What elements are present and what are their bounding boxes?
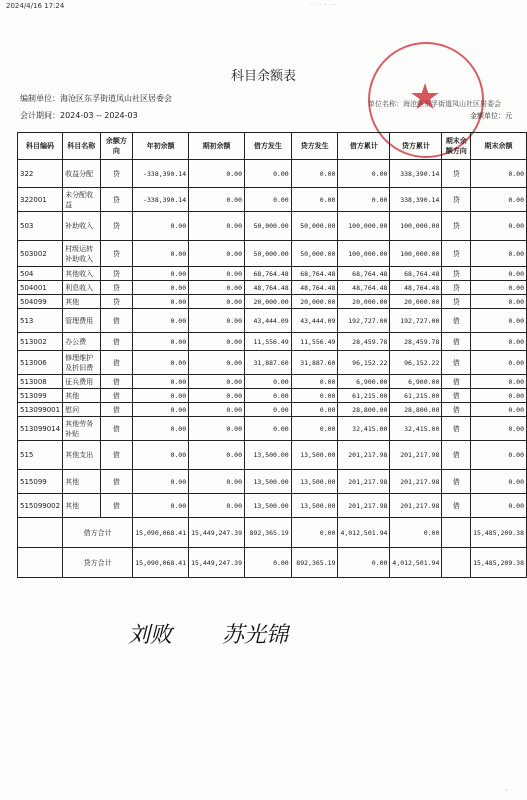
cell-code: 504 <box>18 267 63 281</box>
cell-end: 0.00 <box>471 212 527 241</box>
amount-unit-label: 金额单位：元 <box>470 112 512 120</box>
cell-cr: 0.00 <box>291 160 338 188</box>
cell-edir: 借 <box>442 470 471 494</box>
cell-dr: 0.00 <box>245 160 292 188</box>
cell-y0: -338,390.14 <box>133 188 189 212</box>
cell-code: 513099 <box>18 389 63 403</box>
footer-mark: · <box>505 786 508 795</box>
cell-dr: 0.00 <box>245 375 292 389</box>
cell-p0: 0.00 <box>189 494 245 518</box>
cell-dra: 68,764.48 <box>338 267 390 281</box>
cell-dr: 0.00 <box>245 188 292 212</box>
cell-cra: 68,764.48 <box>390 267 442 281</box>
cell-code: 513006 <box>18 351 63 375</box>
cell-cr: 0.00 <box>291 375 338 389</box>
cell-code: 513 <box>18 309 63 333</box>
cell-cra: 201,217.98 <box>390 494 442 518</box>
table-row <box>18 160 527 188</box>
cell-cra: 28,459.78 <box>390 333 442 351</box>
cell-end: 0.00 <box>471 494 527 518</box>
cell-code: 503 <box>18 212 63 241</box>
cell-edir: 贷 <box>442 160 471 188</box>
cell-end: 0.00 <box>471 333 527 351</box>
col-header: 贷方发生 <box>291 133 338 160</box>
cell-cr: 0.00 <box>291 417 338 441</box>
cell-cra: 201,217.98 <box>390 470 442 494</box>
timestamp: 2024/4/16 17:24 <box>6 2 65 10</box>
cell-edir: 借 <box>442 375 471 389</box>
table-row <box>18 267 527 281</box>
cell-y0: -338,390.14 <box>133 160 189 188</box>
cell-cr: 0.00 <box>291 403 338 417</box>
cell-p0: 0.00 <box>189 389 245 403</box>
cell-edir: 借 <box>442 333 471 351</box>
table-row <box>18 494 527 518</box>
cell-p0: 0.00 <box>189 417 245 441</box>
cell-cra: 28,800.00 <box>390 403 442 417</box>
cell-edir: 借 <box>442 417 471 441</box>
cell-p0: 0.00 <box>189 281 245 295</box>
total-cell-cr: 0.00 <box>291 518 338 548</box>
cell-y0: 0.00 <box>133 295 189 309</box>
total-cell-end: 15,485,209.38 <box>471 518 527 548</box>
cell-p0: 0.00 <box>189 403 245 417</box>
cell-dir: 借 <box>100 403 133 417</box>
cell-end: 0.00 <box>471 281 527 295</box>
cell-cr: 50,000.00 <box>291 241 338 267</box>
cell-dra: 32,415.00 <box>338 417 390 441</box>
cell-cr: 13,500.00 <box>291 441 338 470</box>
cell-cr: 50,000.00 <box>291 212 338 241</box>
cell-name: 利息收入 <box>63 281 100 295</box>
table-row <box>18 309 527 333</box>
cell-name: 办公费 <box>63 333 100 351</box>
cell-edir: 借 <box>442 351 471 375</box>
cell-dir: 借 <box>100 470 133 494</box>
total-row <box>18 548 527 578</box>
cell-p0: 0.00 <box>189 295 245 309</box>
cell-cra: 100,000.00 <box>390 241 442 267</box>
cell-y0: 0.00 <box>133 441 189 470</box>
cell-dra: 201,217.98 <box>338 494 390 518</box>
cell-cra: 201,217.98 <box>390 441 442 470</box>
col-header: 科目名称 <box>63 133 100 160</box>
col-header: 科目编码 <box>18 133 63 160</box>
cell-dra: 201,217.98 <box>338 470 390 494</box>
cell-code: 513099001 <box>18 403 63 417</box>
cell-name: 补助收入 <box>63 212 100 241</box>
cell-p0: 0.00 <box>189 441 245 470</box>
cell-dir: 贷 <box>100 188 133 212</box>
period-label: 会计期间：2024-03 -- 2024-03 <box>20 111 138 120</box>
cell-code: 513002 <box>18 333 63 351</box>
cell-end: 0.00 <box>471 295 527 309</box>
cell-dir: 贷 <box>100 212 133 241</box>
cell-name: 管理费用 <box>63 309 100 333</box>
total-blank-cell <box>18 518 63 548</box>
cell-edir: 借 <box>442 389 471 403</box>
cell-y0: 0.00 <box>133 212 189 241</box>
cell-p0: 0.00 <box>189 375 245 389</box>
cell-end: 0.00 <box>471 375 527 389</box>
cell-edir: 贷 <box>442 295 471 309</box>
cell-end: 0.00 <box>471 309 527 333</box>
cell-dra: 96,152.22 <box>338 351 390 375</box>
total-label: 借方合计 <box>63 518 133 548</box>
cell-name: 收益分配 <box>63 160 100 188</box>
cell-name: 其他 <box>63 389 100 403</box>
cell-cra: 20,000.00 <box>390 295 442 309</box>
cell-dir: 借 <box>100 309 133 333</box>
cell-y0: 0.00 <box>133 309 189 333</box>
cell-dir: 借 <box>100 351 133 375</box>
cell-dra: 0.00 <box>338 160 390 188</box>
total-cell-dr: 0.00 <box>245 548 292 578</box>
cell-end: 0.00 <box>471 188 527 212</box>
cell-end: 0.00 <box>471 403 527 417</box>
cell-dra: 20,000.00 <box>338 295 390 309</box>
cell-dra: 0.00 <box>338 188 390 212</box>
cell-y0: 0.00 <box>133 403 189 417</box>
total-end-dir <box>442 548 471 578</box>
cell-dir: 借 <box>100 494 133 518</box>
table-row <box>18 333 527 351</box>
cell-cr: 11,556.49 <box>291 333 338 351</box>
cell-code: 504001 <box>18 281 63 295</box>
cell-cr: 43,444.09 <box>291 309 338 333</box>
table-row <box>18 417 527 441</box>
cell-cr: 20,000.00 <box>291 295 338 309</box>
cell-code: 515099 <box>18 470 63 494</box>
cell-dir: 贷 <box>100 267 133 281</box>
balance-table <box>17 132 527 578</box>
cell-cr: 0.00 <box>291 389 338 403</box>
cell-y0: 0.00 <box>133 281 189 295</box>
cell-end: 0.00 <box>471 241 527 267</box>
cell-dra: 201,217.98 <box>338 441 390 470</box>
table-row <box>18 470 527 494</box>
cell-cr: 13,500.00 <box>291 470 338 494</box>
cell-y0: 0.00 <box>133 241 189 267</box>
cell-p0: 0.00 <box>189 212 245 241</box>
col-header: 余额方向 <box>100 133 133 160</box>
table-row <box>18 281 527 295</box>
cell-edir: 贷 <box>442 188 471 212</box>
total-cell-dra: 0.00 <box>338 548 390 578</box>
cell-edir: 贷 <box>442 241 471 267</box>
cell-dra: 100,000.00 <box>338 241 390 267</box>
cell-dr: 50,000.00 <box>245 212 292 241</box>
total-blank-cell <box>18 548 63 578</box>
cell-end: 0.00 <box>471 417 527 441</box>
total-cell-dra: 4,012,501.94 <box>338 518 390 548</box>
cell-y0: 0.00 <box>133 351 189 375</box>
cell-dr: 68,764.48 <box>245 267 292 281</box>
cell-name: 征兵费用 <box>63 375 100 389</box>
cell-cra: 48,764.48 <box>390 281 442 295</box>
cell-p0: 0.00 <box>189 351 245 375</box>
cell-edir: 贷 <box>442 281 471 295</box>
cell-dir: 贷 <box>100 241 133 267</box>
cell-dr: 43,444.09 <box>245 309 292 333</box>
cell-cra: 61,215.00 <box>390 389 442 403</box>
cell-code: 322 <box>18 160 63 188</box>
cell-dra: 48,764.48 <box>338 281 390 295</box>
cell-dr: 13,500.00 <box>245 470 292 494</box>
cell-dra: 6,900.00 <box>338 375 390 389</box>
cell-dir: 借 <box>100 375 133 389</box>
cell-y0: 0.00 <box>133 417 189 441</box>
cell-y0: 0.00 <box>133 267 189 281</box>
cell-y0: 0.00 <box>133 494 189 518</box>
total-cell-y0: 15,090,068.41 <box>133 518 189 548</box>
seal-star-icon: ★ <box>408 77 442 118</box>
cell-cra: 6,900.00 <box>390 375 442 389</box>
total-cell-cr: 892,365.19 <box>291 548 338 578</box>
col-header: 期末余额 <box>471 133 527 160</box>
report-title: 科目余额表 <box>230 69 296 84</box>
cell-cr: 48,764.48 <box>291 281 338 295</box>
total-cell-p0: 15,449,247.39 <box>189 518 245 548</box>
cell-y0: 0.00 <box>133 470 189 494</box>
cell-dra: 28,800.00 <box>338 403 390 417</box>
cell-name: 其他 <box>63 470 100 494</box>
cell-cr: 68,764.48 <box>291 267 338 281</box>
total-cell-cra: 0.00 <box>390 518 442 548</box>
cell-dr: 11,556.49 <box>245 333 292 351</box>
cell-end: 0.00 <box>471 267 527 281</box>
cell-p0: 0.00 <box>189 241 245 267</box>
table-row <box>18 188 527 212</box>
cell-end: 0.00 <box>471 160 527 188</box>
cell-edir: 借 <box>442 309 471 333</box>
header-faint-text: · · ·· ·· · ·· <box>310 2 337 9</box>
col-header: 借方发生 <box>245 133 292 160</box>
cell-y0: 0.00 <box>133 389 189 403</box>
total-cell-y0: 15,090,068.41 <box>133 548 189 578</box>
table-row <box>18 403 527 417</box>
cell-name: 村级运转补助收入 <box>63 241 100 267</box>
cell-cr: 0.00 <box>291 188 338 212</box>
cell-edir: 贷 <box>442 212 471 241</box>
cell-p0: 0.00 <box>189 309 245 333</box>
cell-dra: 28,459.78 <box>338 333 390 351</box>
table-row <box>18 389 527 403</box>
cell-dir: 借 <box>100 417 133 441</box>
col-header: 年初余额 <box>133 133 189 160</box>
col-header: 期初余额 <box>189 133 245 160</box>
col-header: 借方累计 <box>338 133 390 160</box>
cell-dra: 61,215.00 <box>338 389 390 403</box>
cell-dir: 借 <box>100 441 133 470</box>
cell-p0: 0.00 <box>189 160 245 188</box>
cell-y0: 0.00 <box>133 375 189 389</box>
cell-name: 其他 <box>63 494 100 518</box>
cell-code: 322001 <box>18 188 63 212</box>
cell-name: 未分配收益 <box>63 188 100 212</box>
cell-code: 503002 <box>18 241 63 267</box>
cell-name: 其他收入 <box>63 267 100 281</box>
total-label: 贷方合计 <box>63 548 133 578</box>
total-cell-end: 15,485,209.38 <box>471 548 527 578</box>
total-cell-cra: 4,012,501.94 <box>390 548 442 578</box>
total-end-dir <box>442 518 471 548</box>
cell-dr: 0.00 <box>245 389 292 403</box>
cell-edir: 借 <box>442 494 471 518</box>
right-org-label: 单位名称：海沧区东孚街道凤山社区居委会 <box>368 100 501 108</box>
cell-dr: 20,000.00 <box>245 295 292 309</box>
table-header-row <box>18 133 527 160</box>
total-cell-p0: 15,449,247.39 <box>189 548 245 578</box>
cell-name: 慰问 <box>63 403 100 417</box>
total-row <box>18 518 527 548</box>
cell-cra: 192,727.00 <box>390 309 442 333</box>
table-row <box>18 241 527 267</box>
col-header: 期末余额方向 <box>442 133 471 160</box>
cell-dra: 100,000.00 <box>338 212 390 241</box>
cell-name: 其他劳务补贴 <box>63 417 100 441</box>
cell-name: 修理维护及折旧费 <box>63 351 100 375</box>
cell-cr: 13,500.00 <box>291 494 338 518</box>
cell-dr: 50,000.00 <box>245 241 292 267</box>
cell-dir: 借 <box>100 389 133 403</box>
cell-dir: 贷 <box>100 160 133 188</box>
cell-name: 其他支出 <box>63 441 100 470</box>
cell-name: 其他 <box>63 295 100 309</box>
table-row <box>18 441 527 470</box>
cell-code: 513099014 <box>18 417 63 441</box>
cell-end: 0.00 <box>471 470 527 494</box>
cell-dir: 贷 <box>100 295 133 309</box>
cell-dr: 0.00 <box>245 417 292 441</box>
cell-edir: 贷 <box>442 267 471 281</box>
cell-y0: 0.00 <box>133 333 189 351</box>
cell-dr: 13,500.00 <box>245 494 292 518</box>
cell-dr: 0.00 <box>245 403 292 417</box>
cell-end: 0.00 <box>471 351 527 375</box>
cell-cr: 31,887.60 <box>291 351 338 375</box>
cell-p0: 0.00 <box>189 470 245 494</box>
cell-cra: 100,000.00 <box>390 212 442 241</box>
cell-dir: 贷 <box>100 281 133 295</box>
cell-code: 515099002 <box>18 494 63 518</box>
cell-p0: 0.00 <box>189 267 245 281</box>
cell-code: 515 <box>18 441 63 470</box>
cell-code: 504099 <box>18 295 63 309</box>
cell-cra: 96,152.22 <box>390 351 442 375</box>
cell-edir: 借 <box>442 441 471 470</box>
cell-code: 513008 <box>18 375 63 389</box>
table-row <box>18 351 527 375</box>
cell-p0: 0.00 <box>189 333 245 351</box>
signature-2: 苏光锦 <box>222 623 289 648</box>
table-row <box>18 375 527 389</box>
org-label: 编制单位：海沧区东孚街道凤山社区居委会 <box>20 94 172 103</box>
table-row <box>18 295 527 309</box>
cell-cra: 338,390.14 <box>390 188 442 212</box>
total-cell-dr: 892,365.19 <box>245 518 292 548</box>
cell-cra: 338,390.14 <box>390 160 442 188</box>
cell-dr: 31,887.60 <box>245 351 292 375</box>
cell-dra: 192,727.00 <box>338 309 390 333</box>
cell-end: 0.00 <box>471 441 527 470</box>
cell-dr: 13,500.00 <box>245 441 292 470</box>
col-header: 贷方累计 <box>390 133 442 160</box>
cell-p0: 0.00 <box>189 188 245 212</box>
table-row <box>18 212 527 241</box>
cell-dir: 借 <box>100 333 133 351</box>
cell-dr: 48,764.48 <box>245 281 292 295</box>
signature-1: 刘败 <box>128 623 173 648</box>
cell-cra: 32,415.00 <box>390 417 442 441</box>
cell-edir: 借 <box>442 403 471 417</box>
cell-end: 0.00 <box>471 389 527 403</box>
